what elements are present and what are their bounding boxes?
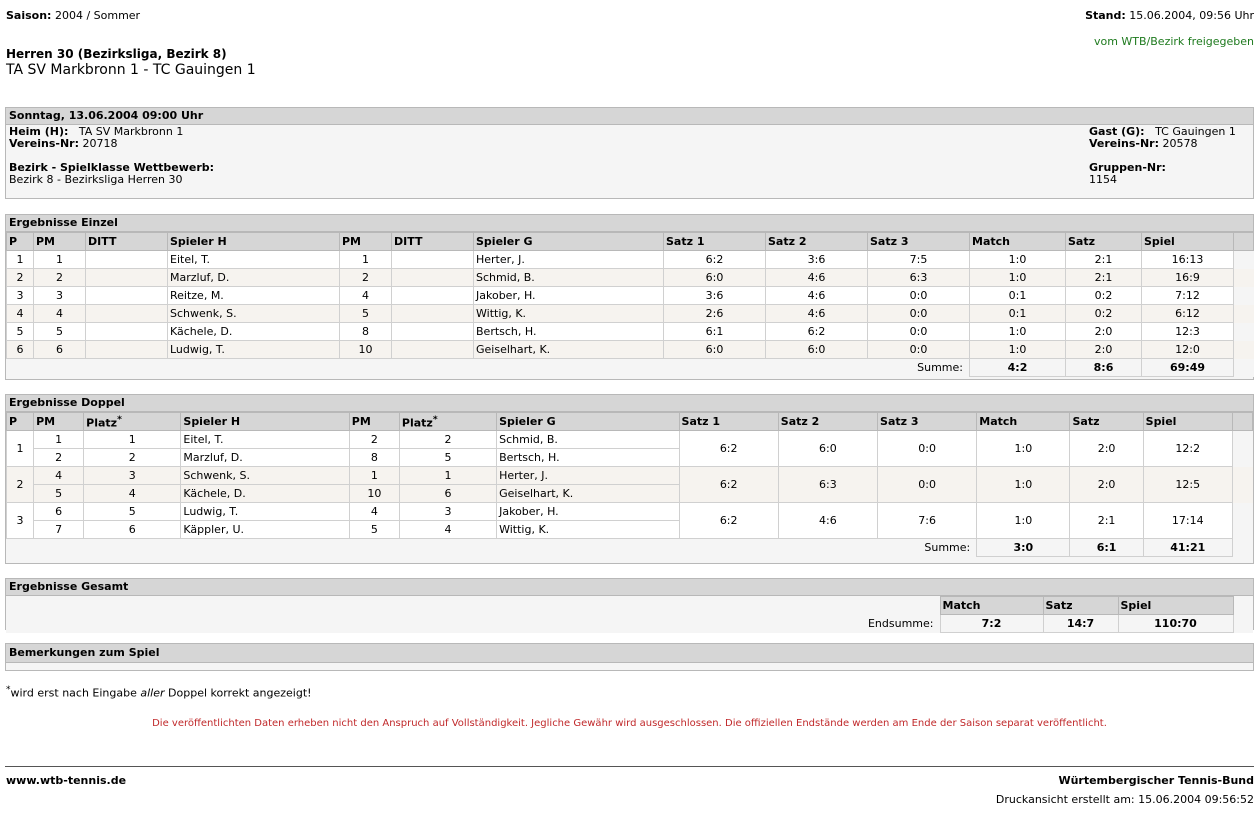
einzel-cell: 2: [340, 269, 392, 287]
heim-label: Heim (H):: [9, 125, 69, 138]
stand-value: 15.06.2004, 09:56 Uhr: [1129, 9, 1254, 22]
einzel-header-10: Match: [970, 233, 1066, 251]
doppel-cell: Wittig, K.: [497, 521, 679, 539]
einzel-cell: 1:0: [970, 341, 1066, 359]
doppel-cell: 1: [349, 467, 399, 485]
einzel-cell: [86, 323, 168, 341]
einzel-cell: 2:1: [1066, 269, 1142, 287]
einzel-cell: 0:2: [1066, 287, 1142, 305]
einzel-header-1: PM: [34, 233, 86, 251]
heim-vnr-value: 20718: [82, 137, 118, 150]
doppel-cell: 1: [84, 431, 181, 449]
league-title: Herren 30 (Bezirksliga, Bezirk 8): [6, 47, 227, 61]
gesamt-match: 7:2: [940, 615, 1043, 633]
doppel-cell: 3: [84, 467, 181, 485]
bemerkungen-panel: [5, 643, 1254, 671]
table-row: [7, 269, 1254, 287]
einzel-cell: 0:0: [868, 323, 970, 341]
einzel-header-12: Spiel: [1142, 233, 1234, 251]
einzel-header-4: PM: [340, 233, 392, 251]
einzel-header-5: DITT: [392, 233, 474, 251]
doppel-cell: Marzluf, D.: [181, 449, 349, 467]
einzel-header-pad: [1234, 233, 1254, 251]
einzel-header-7: Satz 1: [664, 233, 766, 251]
einzel-cell: [392, 341, 474, 359]
einzel-cell: 4:6: [766, 305, 868, 323]
doppel-cell: 6: [84, 521, 181, 539]
einzel-cell: 3: [7, 287, 34, 305]
gesamt-panel: [5, 578, 1254, 630]
bezirk-value: Bezirk 8 - Bezirksliga Herren 30: [9, 173, 183, 186]
gruppe-value: 1154: [1089, 173, 1117, 186]
saison-value: 2004 / Sommer: [54, 9, 141, 22]
doppel-cell: 2: [399, 431, 496, 449]
gesamt-satz: 14:7: [1043, 615, 1118, 633]
einzel-cell: 12:3: [1142, 323, 1234, 341]
gesamt-header-match: Match: [940, 597, 1043, 615]
einzel-cell: 6:3: [868, 269, 970, 287]
einzel-cell: 5: [7, 323, 34, 341]
doppel-sum-match: 3:0: [977, 539, 1070, 557]
einzel-cell: [86, 251, 168, 269]
einzel-cell: Bertsch, H.: [474, 323, 664, 341]
doppel-pad: [1232, 467, 1252, 503]
doppel-sum-satz: 6:1: [1070, 539, 1143, 557]
doppel-header-6: [497, 413, 679, 431]
doppel-cell: 5: [34, 485, 84, 503]
einzel-cell: 1:0: [970, 251, 1066, 269]
einzel-pad: [1234, 287, 1254, 305]
einzel-cell: 10: [340, 341, 392, 359]
doppel-header-8: [778, 413, 877, 431]
gast-vnr-value: 20578: [1162, 137, 1198, 150]
doppel-header-1: [34, 413, 84, 431]
einzel-cell: [86, 341, 168, 359]
doppel-header-label: Spieler H: [183, 415, 241, 428]
doppel-pair-number: 2: [7, 467, 34, 503]
einzel-cell: [86, 305, 168, 323]
einzel-cell: 1: [7, 251, 34, 269]
print-note: Druckansicht erstellt am: 15.06.2004 09:56:52: [995, 793, 1254, 806]
doppel-header-label: Platz: [401, 416, 433, 430]
doppel-header-3: [181, 413, 349, 431]
doppel-cell: 4: [399, 521, 496, 539]
einzel-cell: [392, 305, 474, 323]
doppel-title: Ergebnisse Doppel: [6, 395, 1253, 412]
doppel-cell: 2: [349, 431, 399, 449]
footnote: [6, 685, 312, 700]
einzel-cell: Schwenk, S.: [168, 305, 340, 323]
einzel-header-11: Satz: [1066, 233, 1142, 251]
doppel-satz1: 6:2: [679, 431, 778, 467]
doppel-cell: Schwenk, S.: [181, 467, 349, 485]
doppel-header-label: Satz: [1072, 415, 1100, 428]
einzel-title: Ergebnisse Einzel: [6, 215, 1253, 232]
einzel-pad: [1234, 251, 1254, 269]
einzel-sum-pad: [1234, 359, 1254, 377]
website-link[interactable]: www.wtb-tennis.de: [6, 774, 127, 787]
doppel-cell: 6: [34, 503, 84, 521]
einzel-cell: [392, 323, 474, 341]
doppel-spiel: 17:14: [1143, 503, 1232, 539]
doppel-cell: Jakober, H.: [497, 503, 679, 521]
table-row: [7, 287, 1254, 305]
bemerkungen-title: Bemerkungen zum Spiel: [6, 644, 1253, 663]
doppel-header-10: [977, 413, 1070, 431]
einzel-cell: 6:0: [766, 341, 868, 359]
doppel-satz: 2:0: [1070, 467, 1143, 503]
doppel-cell: Schmid, B.: [497, 431, 679, 449]
doppel-cell: 1: [399, 467, 496, 485]
gruppe-label: Gruppen-Nr:: [1089, 161, 1166, 174]
doppel-cell: 4: [84, 485, 181, 503]
saison-label: Saison:: [6, 9, 52, 22]
footer-divider: [5, 766, 1254, 767]
org-name: Würtembergischer Tennis-Bund: [1058, 774, 1254, 787]
gesamt-header-spiel: Spiel: [1118, 597, 1233, 615]
doppel-satz2: 4:6: [778, 503, 877, 539]
einzel-cell: 7:5: [868, 251, 970, 269]
einzel-cell: Jakober, H.: [474, 287, 664, 305]
doppel-header-7: [679, 413, 778, 431]
doppel-cell: Kächele, D.: [181, 485, 349, 503]
doppel-header-label: Spiel: [1145, 415, 1177, 428]
doppel-cell: 6: [399, 485, 496, 503]
doppel-header-9: [878, 413, 977, 431]
einzel-cell: 2:1: [1066, 251, 1142, 269]
table-row: [7, 503, 1253, 521]
doppel-pair-number: 3: [7, 503, 34, 539]
einzel-cell: 1: [34, 251, 86, 269]
table-row: [7, 251, 1254, 269]
doppel-header-label: Platz: [86, 416, 118, 430]
doppel-header-2: [84, 413, 181, 431]
doppel-satz1: 6:2: [679, 503, 778, 539]
footnote-star: *: [6, 685, 11, 695]
doppel-pair-number: 1: [7, 431, 34, 467]
einzel-cell: 1: [340, 251, 392, 269]
einzel-cell: 7:12: [1142, 287, 1234, 305]
einzel-cell: 12:0: [1142, 341, 1234, 359]
doppel-table: [6, 412, 1253, 557]
einzel-cell: 0:0: [868, 305, 970, 323]
einzel-header-8: Satz 2: [766, 233, 868, 251]
einzel-pad: [1234, 341, 1254, 359]
doppel-cell: 4: [34, 467, 84, 485]
einzel-pad: [1234, 323, 1254, 341]
doppel-cell: Geiselhart, K.: [497, 485, 679, 503]
einzel-cell: 0:0: [868, 341, 970, 359]
gruppe-info: [1089, 162, 1166, 186]
gesamt-header-satz: Satz: [1043, 597, 1118, 615]
einzel-cell: 5: [34, 323, 86, 341]
einzel-cell: 2: [7, 269, 34, 287]
doppel-header-label: Satz 3: [880, 415, 919, 428]
doppel-header-12: [1143, 413, 1232, 431]
einzel-cell: Marzluf, D.: [168, 269, 340, 287]
gast-value: TC Gauingen 1: [1155, 125, 1236, 138]
footnote-text-after: Doppel korrekt angezeigt!: [164, 686, 312, 700]
einzel-cell: 4:6: [766, 287, 868, 305]
doppel-sum-spiel: 41:21: [1143, 539, 1232, 557]
einzel-cell: 4:6: [766, 269, 868, 287]
einzel-cell: 16:9: [1142, 269, 1234, 287]
bezirk-info: [9, 162, 214, 186]
heim-vnr-label: Vereins-Nr:: [9, 137, 80, 150]
doppel-header-star: *: [117, 413, 122, 425]
einzel-header-2: DITT: [86, 233, 168, 251]
doppel-cell: 8: [349, 449, 399, 467]
doppel-spiel: 12:2: [1143, 431, 1232, 467]
einzel-cell: 6:2: [766, 323, 868, 341]
doppel-match: 1:0: [977, 467, 1070, 503]
doppel-header-pad: [1232, 413, 1252, 431]
einzel-sum-satz: 8:6: [1066, 359, 1142, 377]
doppel-satz: 2:0: [1070, 431, 1143, 467]
doppel-header-label: PM: [351, 415, 371, 428]
einzel-sum-label: Summe:: [7, 359, 970, 377]
doppel-cell: 7: [34, 521, 84, 539]
doppel-header-11: [1070, 413, 1143, 431]
einzel-cell: 4: [7, 305, 34, 323]
einzel-cell: 1:0: [970, 269, 1066, 287]
table-row: [7, 323, 1254, 341]
doppel-satz3: 0:0: [878, 467, 977, 503]
doppel-satz3: 0:0: [878, 431, 977, 467]
einzel-cell: 6:0: [664, 269, 766, 287]
heim-value: TA SV Markbronn 1: [78, 125, 184, 138]
einzel-header-3: Spieler H: [168, 233, 340, 251]
doppel-header-0: [7, 413, 34, 431]
doppel-satz2: 6:0: [778, 431, 877, 467]
einzel-pad: [1234, 305, 1254, 323]
gesamt-title: Ergebnisse Gesamt: [6, 579, 1253, 596]
einzel-cell: 6: [34, 341, 86, 359]
doppel-cell: 4: [349, 503, 399, 521]
doppel-header-label: Match: [979, 415, 1018, 428]
match-date: Sonntag, 13.06.2004 09:00 Uhr: [6, 108, 1253, 125]
doppel-sum-label: Summe:: [7, 539, 977, 557]
doppel-satz3: 7:6: [878, 503, 977, 539]
doppel-header-5: [399, 413, 496, 431]
einzel-cell: [392, 287, 474, 305]
doppel-pad: [1232, 431, 1252, 467]
doppel-spiel: 12:5: [1143, 467, 1232, 503]
saison-info: [6, 9, 140, 22]
einzel-cell: 2:0: [1066, 323, 1142, 341]
einzel-cell: 2:6: [664, 305, 766, 323]
doppel-panel: [5, 394, 1254, 564]
einzel-cell: [392, 251, 474, 269]
doppel-cell: 5: [349, 521, 399, 539]
guest-info: [1089, 126, 1236, 150]
doppel-satz: 2:1: [1070, 503, 1143, 539]
einzel-cell: 5: [340, 305, 392, 323]
einzel-sum-match: 4:2: [970, 359, 1066, 377]
doppel-header-4: [349, 413, 399, 431]
stand-info: [1085, 9, 1254, 22]
bezirk-label: Bezirk - Spielklasse Wettbewerb:: [9, 161, 215, 174]
doppel-header-star: *: [432, 413, 438, 425]
einzel-cell: 16:13: [1142, 251, 1234, 269]
gesamt-spiel: 110:70: [1118, 615, 1233, 633]
doppel-header-label: Spieler G: [499, 415, 556, 428]
einzel-cell: 0:1: [970, 305, 1066, 323]
stand-label: Stand:: [1085, 9, 1126, 22]
einzel-cell: Geiselhart, K.: [474, 341, 664, 359]
einzel-cell: 0:0: [868, 287, 970, 305]
einzel-cell: 4: [34, 305, 86, 323]
doppel-pad: [1232, 503, 1252, 539]
einzel-cell: 6:0: [664, 341, 766, 359]
doppel-cell: 2: [34, 449, 84, 467]
doppel-cell: 3: [399, 503, 496, 521]
disclaimer: Die veröffentlichten Daten erheben nicht den Anspruch auf Vollständigkeit. Jegliche Gewähr wird ausgeschlossen. Die offiziellen Endstände werden am Ende der Saison separat veröffentlicht.: [152, 718, 1107, 729]
einzel-cell: 4: [340, 287, 392, 305]
einzel-table: [6, 232, 1254, 377]
einzel-cell: Herter, J.: [474, 251, 664, 269]
einzel-cell: [86, 287, 168, 305]
einzel-cell: 0:1: [970, 287, 1066, 305]
doppel-satz1: 6:2: [679, 467, 778, 503]
einzel-cell: [86, 269, 168, 287]
doppel-cell: 2: [84, 449, 181, 467]
doppel-header-label: P: [9, 415, 18, 428]
doppel-match: 1:0: [977, 503, 1070, 539]
doppel-cell: Herter, J.: [497, 467, 679, 485]
doppel-sum-pad: [1232, 539, 1252, 557]
table-row: [7, 431, 1253, 449]
doppel-cell: Käppler, U.: [181, 521, 349, 539]
doppel-header-label: Satz 1: [681, 415, 721, 428]
doppel-cell: 5: [84, 503, 181, 521]
doppel-cell: Eitel, T.: [181, 431, 349, 449]
einzel-cell: 6: [7, 341, 34, 359]
match-info-panel: [5, 107, 1254, 199]
doppel-satz2: 6:3: [778, 467, 877, 503]
gesamt-sum-label: Endsumme:: [6, 615, 940, 633]
einzel-cell: 0:2: [1066, 305, 1142, 323]
einzel-cell: Ludwig, T.: [168, 341, 340, 359]
gesamt-table: [6, 596, 1253, 633]
table-row: [7, 341, 1254, 359]
footnote-text-before: wird erst nach Eingabe: [10, 686, 141, 700]
doppel-cell: 1: [34, 431, 84, 449]
release-note: vom WTB/Bezirk freigegeben: [1093, 35, 1254, 48]
doppel-cell: 10: [349, 485, 399, 503]
match-title: TA SV Markbronn 1 - TC Gauingen 1: [6, 62, 256, 78]
doppel-cell: 5: [399, 449, 496, 467]
einzel-cell: [392, 269, 474, 287]
einzel-panel: [5, 214, 1254, 380]
einzel-cell: 8: [340, 323, 392, 341]
gast-label: Gast (G):: [1089, 125, 1145, 138]
footnote-text-em: aller: [140, 686, 165, 700]
einzel-cell: 3: [34, 287, 86, 305]
einzel-cell: Wittig, K.: [474, 305, 664, 323]
einzel-header-9: Satz 3: [868, 233, 970, 251]
einzel-cell: Kächele, D.: [168, 323, 340, 341]
einzel-cell: 2: [34, 269, 86, 287]
einzel-header-0: P: [7, 233, 34, 251]
doppel-header-label: Satz 2: [780, 415, 820, 428]
einzel-cell: 3:6: [664, 287, 766, 305]
einzel-cell: 6:1: [664, 323, 766, 341]
einzel-sum-spiel: 69:49: [1142, 359, 1234, 377]
table-row: [7, 305, 1254, 323]
einzel-cell: 6:2: [664, 251, 766, 269]
einzel-header-6: Spieler G: [474, 233, 664, 251]
einzel-cell: Schmid, B.: [474, 269, 664, 287]
einzel-cell: Eitel, T.: [168, 251, 340, 269]
einzel-cell: 3:6: [766, 251, 868, 269]
einzel-cell: 6:12: [1142, 305, 1234, 323]
einzel-cell: Reitze, M.: [168, 287, 340, 305]
einzel-cell: 2:0: [1066, 341, 1142, 359]
doppel-cell: Bertsch, H.: [497, 449, 679, 467]
doppel-match: 1:0: [977, 431, 1070, 467]
gast-vnr-label: Vereins-Nr:: [1089, 137, 1160, 150]
table-row: [7, 467, 1253, 485]
einzel-pad: [1234, 269, 1254, 287]
doppel-header-label: PM: [36, 415, 56, 428]
home-info: [9, 126, 183, 150]
doppel-cell: Ludwig, T.: [181, 503, 349, 521]
einzel-cell: 1:0: [970, 323, 1066, 341]
